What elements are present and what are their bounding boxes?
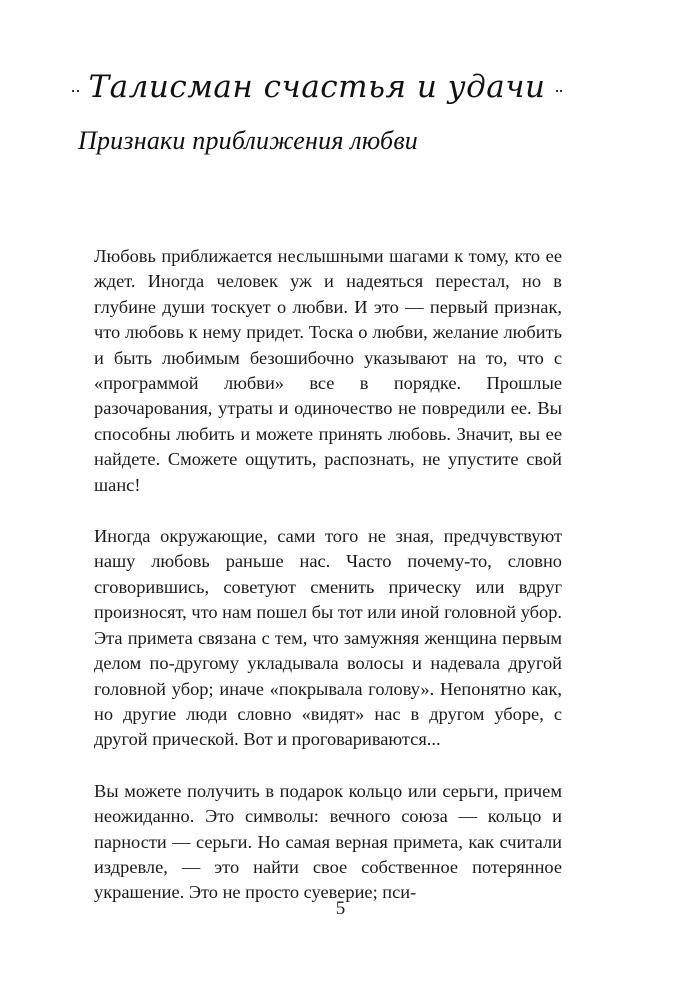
paragraph: Любовь приближается неслышными шагами к тому, кто ее ждет. Иногда человек уж и надеяться перестал, но в глубине души тоскует о любви. И это — первый признак, что любовь к нему придет. Тоска о любви, желание любить и быть любимым безошибочно указывают на то, что с «программой любви» все в порядке. Прошлые разочарования, утраты и одиночество не повредили ее. Вы способны любить и можете принять любовь. Значит, вы ее найдете. Сможете ощутить, распознать, не упустите свой шанс! (94, 246, 562, 495)
body-text (94, 244, 562, 932)
running-header (72, 62, 562, 112)
book-title: Талисман счастья и удачи (88, 69, 546, 105)
header-dotted-rule-right (556, 90, 563, 92)
page-number: 5 (335, 898, 346, 919)
chapter-title: Признаки приближения любви (78, 126, 419, 155)
paragraph: Вы можете получить в подарок кольцо или серьги, причем неожиданно. Это символы: вечного союза — кольцо и парности — серьги. Но самая верная примета, как считали издревле, — это найти свое собственное потерянное украшение. Это не просто суеверие; пси- (94, 780, 562, 903)
paragraph: Иногда окружающие, сами того не зная, предчувствуют нашу любовь раньше нас. Часто почему-то, словно сговорившись, советуют сменить прическу или вдруг произносят, что нам пошел бы тот или иной головной убор. Эта примета связана с тем, что замужняя женщина первым делом по-другому укладывала волосы и надевала другой головной убор; иначе «покрывала голову». Непонятно как, но другие люди словно «видят» нас в другом уборе, с другой прической. Вот и проговариваются... (94, 526, 562, 750)
